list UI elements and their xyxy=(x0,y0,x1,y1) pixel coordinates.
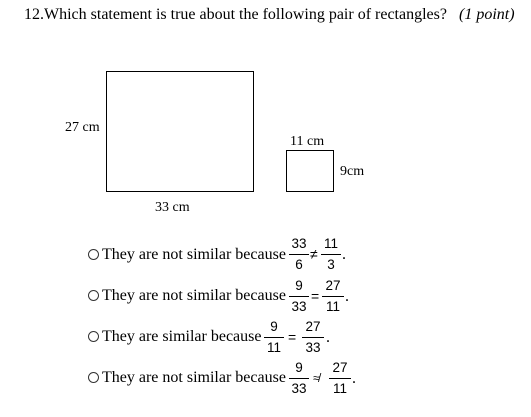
large-rect-height-label: 27 cm xyxy=(65,120,100,135)
fraction-numerator: 9 xyxy=(270,319,278,334)
option-text: They are not similar because xyxy=(102,287,286,304)
fraction-numerator: 9 xyxy=(295,360,303,375)
fraction-numerator: 11 xyxy=(323,236,338,251)
relation-symbol: ≉ xyxy=(313,371,320,385)
question-points: (1 point) xyxy=(458,6,515,23)
option-period: . xyxy=(345,288,349,305)
large-rectangle xyxy=(106,71,254,192)
option-text: They are not similar because xyxy=(102,369,286,386)
fraction-numerator: 33 xyxy=(291,236,307,251)
relation-symbol: = xyxy=(288,329,297,345)
question-number: 12. xyxy=(24,6,44,23)
fraction-bar xyxy=(289,378,309,379)
fraction-denominator: 3 xyxy=(327,257,335,272)
question-header xyxy=(24,5,515,25)
small-rectangle xyxy=(286,150,334,192)
small-rect-width-label: 11 cm xyxy=(290,134,325,149)
fraction-bar xyxy=(321,254,341,255)
option-period: . xyxy=(326,329,330,346)
fraction-numerator: 27 xyxy=(325,278,341,293)
fraction-denominator: 33 xyxy=(305,340,321,355)
fraction-numerator: 27 xyxy=(332,360,348,375)
fraction-denominator: 6 xyxy=(295,257,303,272)
radio-button[interactable] xyxy=(88,249,99,260)
fraction-numerator: 9 xyxy=(295,278,303,293)
relation-symbol: = xyxy=(311,288,320,304)
fraction-denominator: 11 xyxy=(325,299,340,314)
radio-button[interactable] xyxy=(88,372,99,383)
fraction-denominator: 11 xyxy=(332,381,347,396)
fraction-bar xyxy=(289,296,309,297)
fraction-denominator: 33 xyxy=(291,381,307,396)
small-rect-height-label: 9cm xyxy=(340,164,365,179)
option-period: . xyxy=(342,246,346,263)
large-rect-width-label: 33 cm xyxy=(155,200,190,215)
relation-symbol: ≠ xyxy=(310,246,318,262)
fraction-bar xyxy=(322,296,344,297)
option-period: . xyxy=(352,370,356,387)
fraction-bar xyxy=(302,337,324,338)
radio-button[interactable] xyxy=(88,290,99,301)
fraction-denominator: 33 xyxy=(291,299,307,314)
fraction-bar xyxy=(264,337,284,338)
fraction-numerator: 27 xyxy=(305,319,321,334)
fraction-bar xyxy=(329,378,351,379)
fraction-bar xyxy=(289,254,309,255)
radio-button[interactable] xyxy=(88,331,99,342)
fraction-denominator: 11 xyxy=(266,340,281,355)
option-text: They are similar because xyxy=(102,328,262,345)
question-text: Which statement is true about the following pair of rectangles? xyxy=(44,6,447,23)
option-text: They are not similar because xyxy=(102,246,286,263)
